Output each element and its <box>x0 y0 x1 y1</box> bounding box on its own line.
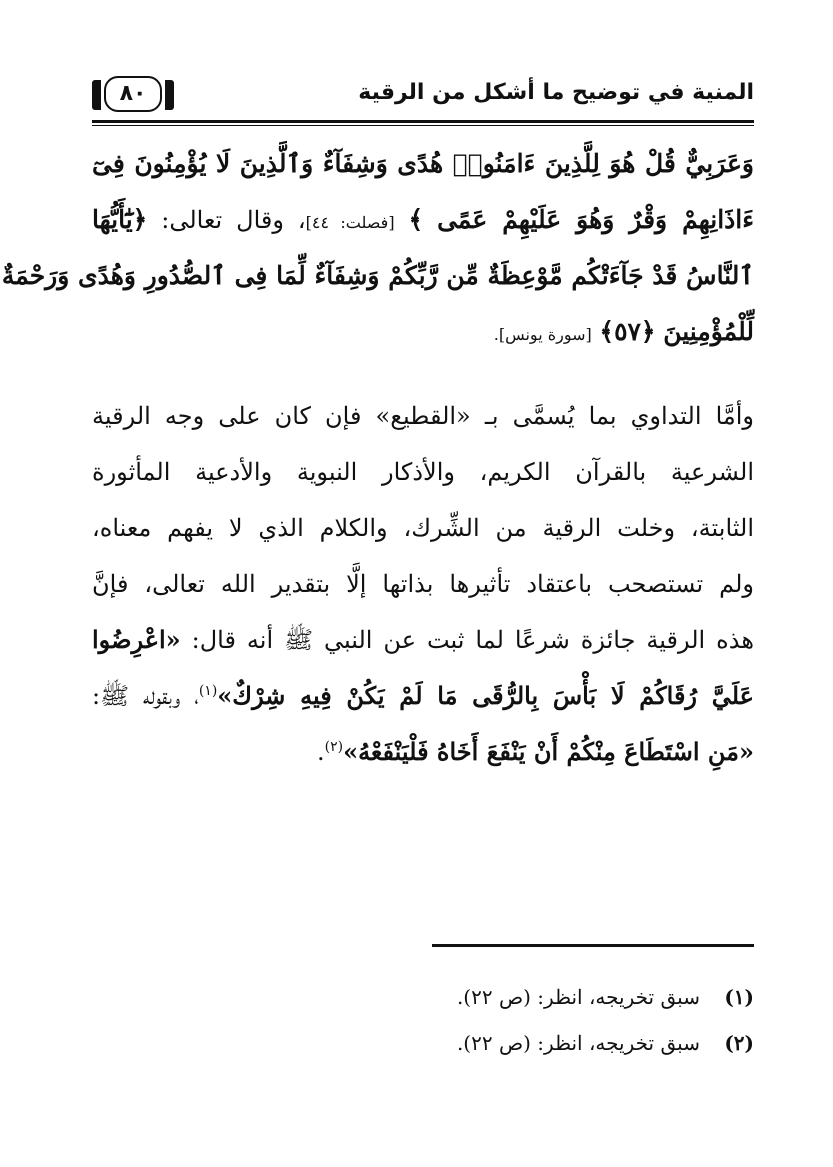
quran-verse-open: ﴿يَٰٓأَيُّهَا <box>92 205 148 234</box>
text-line <box>92 612 754 668</box>
footnote <box>92 974 754 1020</box>
paragraph-gap <box>92 360 754 388</box>
text-line <box>92 724 754 780</box>
text-line: ٱلنَّاسُ قَدْ جَآءَتْكُم مَّوْعِظَةٌ مِّن رَّبِّكُمْ وَشِفَآءٌ لِّمَا فِى ٱلصُّدُورِ وَهُدًى وَرَحْمَةٌ <box>1 261 754 290</box>
surah-reference: [سورة يونس]. <box>493 325 592 344</box>
hadith-quote: «اعْرِضُوا <box>92 625 181 654</box>
text-line: ولم تستصحب باعتقاد تأثيرها بذاتها إلَّا بتقدير الله تعالى، فإنَّ <box>92 570 754 598</box>
header-rule <box>92 120 754 123</box>
hadith-quote: عَلَيَّ رُقَاكُمْ لَا بَأْسَ بِالرُّقَى مَا لَمْ يَكُنْ فِيهِ شِرْكٌ <box>232 681 754 710</box>
text-line <box>92 192 754 248</box>
footnote-text: سبق تخريجه، انظر: (ص ٢٢). <box>456 985 700 1009</box>
hadith-quote: «مَنِ اسْتَطَاعَ مِنْكُمْ أَنْ يَنْفَعَ أَخَاهُ فَلْيَنْفَعْهُ» <box>343 737 754 766</box>
footnote-separator <box>432 944 754 947</box>
footnote <box>92 1020 754 1066</box>
main-text <box>1 136 755 780</box>
footnote-number: (٢) <box>724 1031 754 1055</box>
text-line: الشرعية بالقرآن الكريم، والأذكار النبوية والأدعية المأثورة <box>92 458 754 486</box>
text-line: وأمَّا التداوي بما يُسمَّى بـ «القطيع» فإن كان على وجه الرقية <box>92 402 754 430</box>
text-line: وَعَرَبِيٌّ قُلْ هُوَ لِلَّذِينَ ءَامَنُوا۟ هُدًى وَشِفَآءٌ وَٱلَّذِينَ لَا يُؤْمِنُونَ فِىٓ <box>92 149 754 178</box>
footnote-ref: (١) <box>198 683 218 699</box>
quran-verse: ءَاذَانِهِمْ وَقْرٌ وَهُوَ عَلَيْهِمْ عَمًى <box>437 205 755 234</box>
text-line <box>92 304 754 360</box>
quran-verse: لِّلْمُؤْمِنِينَ <box>663 317 754 346</box>
footnote-ref: (٢) <box>324 739 344 755</box>
page-number: ٨٠ <box>104 76 162 112</box>
footnote-number: (١) <box>724 985 754 1009</box>
period: . <box>316 738 325 766</box>
page-number-badge <box>92 74 174 114</box>
footnote-text: سبق تخريجه، انظر: (ص ٢٢). <box>456 1031 700 1055</box>
header-rule-thin <box>92 125 754 126</box>
text-line: الثابتة، وخلت الرقية من الشِّرك، والكلام الذي لا يفهم معناه، <box>92 514 754 542</box>
footnotes <box>92 974 754 1066</box>
running-title: المنية في توضيح ما أشكل من الرقية <box>358 80 754 105</box>
verse-reference: [فصلت: ٤٤] <box>305 213 395 232</box>
inline-text: ، وقال تعالى: <box>161 206 306 234</box>
inline-text: ، وبقوله ﷺ: <box>92 682 199 710</box>
bracket-left-ornament <box>92 80 101 110</box>
quran-bracket-close: ﴾ <box>408 205 424 234</box>
ayah-number: ﴿٥٧﴾ <box>599 317 656 346</box>
bracket-right-ornament <box>165 80 174 110</box>
page-header <box>92 72 754 124</box>
quote-close: » <box>217 681 233 710</box>
inline-text: هذه الرقية جائزة شرعًا لما ثبت عن النبي ﷺ أنه قال: <box>191 626 754 654</box>
text-line <box>92 668 754 724</box>
